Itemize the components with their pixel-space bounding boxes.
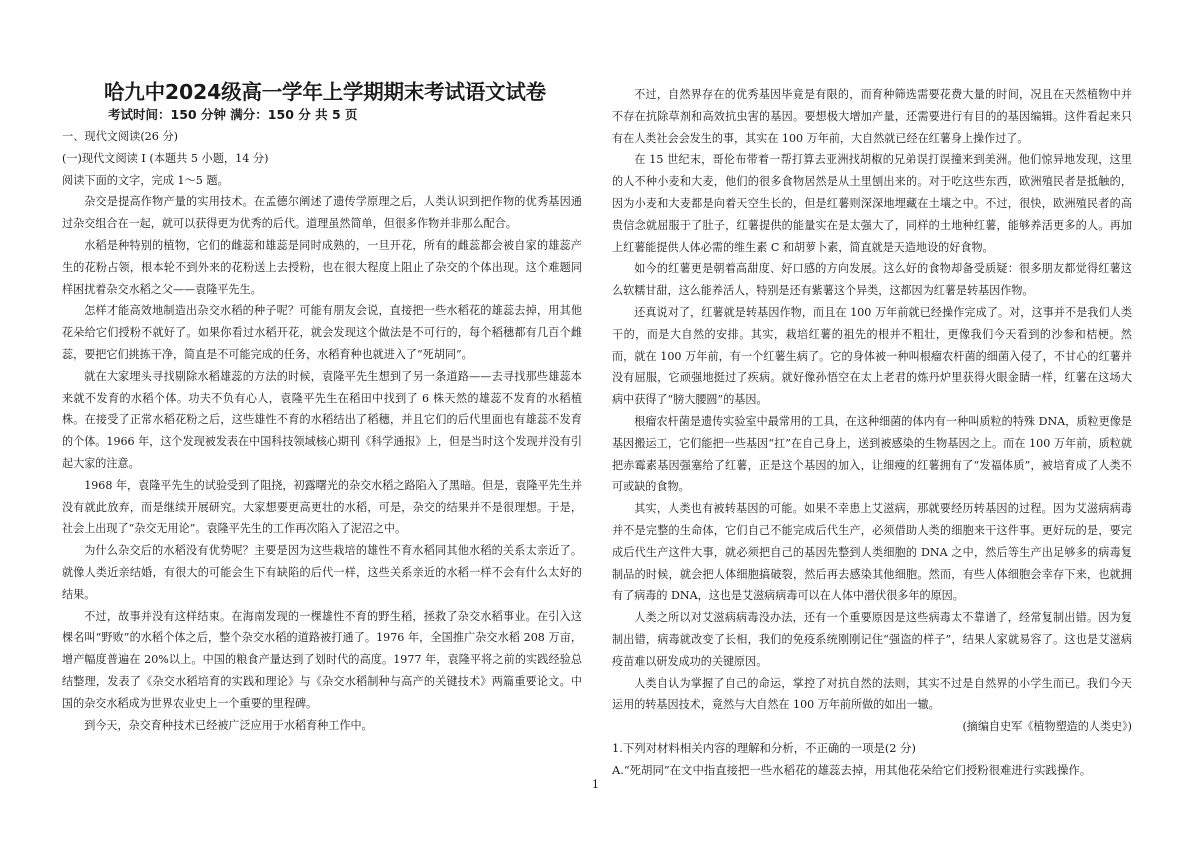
subsection-heading: (一)现代文阅读 I (本题共 5 小题，14 分) <box>62 151 269 165</box>
paragraph: 不过，故事并没有这样结束。在海南发现的一棵雄性不育的野生稻，拯救了杂交水稻事业。在引入这棵名叫“野败”的水稻个体之后，整个杂交水稻的道路被打通了。1976 年，全国推广杂交水稻 208 万亩，增产幅度普遍在 20%以上。中国的粮食产量达到了划时代的高度。1977 年，袁隆平将之前的实践经验总结整理，发表了《杂交水稻培育的实践和理论》与《杂交水稻制种与高产的关键技术》两篇重要论文。中国的杂交水稻成为世界农业史上一个重要的里程碑。 <box>62 609 582 710</box>
paragraph: 如今的红薯更是朝着高甜度、好口感的方向发展。这么好的食物却备受质疑：很多朋友都觉得红薯这么软糯甘甜，这么能养活人，特别是还有紫薯这个异类，这都因为红薯是转基因作物。 <box>612 262 1132 298</box>
source-citation: (摘编自史军《植物塑造的人类史》) <box>962 720 1132 734</box>
reading-instruction: 阅读下面的文字，完成 1～5 题。 <box>62 173 229 187</box>
paragraph: 怎样才能高效地制造出杂交水稻的种子呢？可能有朋友会说，直接把一些水稻花的雄蕊去掉，用其他花朵给它们授粉不就好了。如果你看过水稻开花，就会发现这个做法是不可行的，每个稻穗都有几百个雌蕊，要把它们挑拣干净，简直是不可能完成的任务，水稻育种也就进入了“死胡同”。 <box>62 304 582 361</box>
paragraph: 水稻是种特别的植物，它们的雌蕊和雄蕊是同时成熟的，一旦开花，所有的雌蕊都会被自家的雄蕊产生的花粉占领，根本轮不到外来的花粉送上去授粉，也在很大程度上阻止了杂交的个体出现。这个难题同样困扰着杂交水稻之父——袁隆平先生。 <box>62 238 582 296</box>
page-number: 1 <box>592 778 599 791</box>
paragraph: 根瘤农杆菌是遗传实验室中最常用的工具，在这种细菌的体内有一种叫质粒的特殊 DNA，质粒更像是基因搬运工，它们能把一些基因“扛”在自己身上，送到被感染的生物基因之上。而在 100 万年前，质粒就把赤霉素基因强塞给了红薯，正是这个基因的加入，让细瘦的红薯拥有了“发福体质”，被培育成了人类不可或缺的食物。 <box>612 414 1132 494</box>
paragraph: 在 15 世纪末，哥伦布带着一帮打算去亚洲找胡椒的兄弟误打误撞来到美洲。他们惊异地发现，这里的人不种小麦和大麦，他们的很多食物居然是从土里刨出来的。对于吃这些东西，欧洲殖民者是抵触的，因为小麦和大麦都是向着天空生长的，但是红薯则深深地埋藏在土壤之中。不过，很快，欧洲殖民者的高贵信念就屈服于了肚子，红薯提供的能量实在是太强大了，同样的土地种红薯，能够养活更多的人。再加上红薯能提供人体必需的维生素 C 和胡萝卜素，简直就是天造地设的好食物。 <box>612 153 1132 254</box>
paragraph: 1968 年，袁隆平先生的试验受到了阻挠，初露曙光的杂交水稻之路陷入了黑暗。但是，袁隆平先生并没有就此放弃，而是继续开展研究。大家想要更高更壮的水稻，可是，杂交的结果并不是很理想。于是，社会上出现了“杂交无用论”。袁隆平先生的工作再次陷入了泥沼之中。 <box>62 478 582 536</box>
paragraph: 就在大家埋头寻找剔除水稻雄蕊的方法的时候，袁隆平先生想到了另一条道路——去寻找那些雄蕊本来就不发育的水稻个体。功夫不负有心人，袁隆平先生在稻田中找到了 6 株天然的雄蕊不发育的水稻植株。在接受了正常水稻花粉之后，这些雄性不育的水稻结出了稻穗，并且它们的后代里面也有雄蕊不发育的个体。1966 年，这个发现被发表在中国科技领域核心期刊《科学通报》上，但是当时这个发现并没有引起大家的注意。 <box>62 369 582 470</box>
question-1: 1.下列对材料相关内容的理解和分析，不正确的一项是(2 分) <box>612 740 916 755</box>
left-column <box>62 126 582 736</box>
exam-info: 考试时间：150 分钟 满分：150 分 共 5 页 <box>108 107 358 122</box>
section-heading: 一、现代文阅读(26 分) <box>62 130 179 143</box>
right-column <box>612 84 1132 782</box>
paragraph: 不过，自然界存在的优秀基因毕竟是有限的，而育种筛选需要花费大量的时间，况且在天然植物中并不存在抗除草剂和高效抗虫害的基因。要想极大增加产量，还需要进行有目的的基因编辑。这件看起来只有在人类社会会发生的事，其实在 100 万年前，大自然就已经在红薯身上操作过了。 <box>612 88 1132 145</box>
paragraph: 到今天，杂交育种技术已经被广泛应用于水稻育种工作中。 <box>84 718 373 732</box>
paragraph: 还真说对了，红薯就是转基因作物，而且在 100 万年前就已经操作完成了。对，这事并不是我们人类干的，而是大自然的安排。其实，栽培红薯的祖先的根并不粗壮，更像我们今天看到的沙参和桔梗。然而，就在 100 万年前，有一个红薯生病了。它的身体被一种叫根瘤农杆菌的细菌入侵了，不甘心的红薯并没有屈服，它顽强地挺过了疾病。就好像孙悟空在太上老君的炼丹炉里获得火眼金睛一样，红薯在这场大病中获得了“膀大腰圆”的基因。 <box>612 305 1132 407</box>
exam-title: 哈九中2024级高一学年上学期期末考试语文试卷 <box>104 80 546 104</box>
paragraph: 其实，人类也有被转基因的可能。如果不幸患上艾滋病，那就要经历转基因的过程。因为艾滋病病毒并不是完整的生命体，它们自己不能完成后代生产，必须借助人类的细胞来干这件事。更好玩的是，要完成后代生产这件大事，就必须把自己的基因先整到人类细胞的 DNA 之中，然后等生产出足够多的病毒复制品的时候，就会把人体细胞搞破裂，然后再去感染其他细胞。然而，有些人体细胞会幸存下来，也就拥有了病毒的 DNA，这也是艾滋病病毒可以在人体中潜伏很多年的原因。 <box>612 502 1132 603</box>
paragraph: 人类之所以对艾滋病病毒没办法，还有一个重要原因是这些病毒太不靠谱了，经常复制出错。因为复制出错，病毒就改变了长相，我们的免疫系统刚刚记住“强盗的样子”，结果人家就易容了。这也是艾滋病疫苗难以研发成功的关键原因。 <box>612 611 1132 668</box>
paragraph: 人类自认为掌握了自己的命运，掌控了对抗自然的法则，其实不过是自然界的小学生而已。我们今天运用的转基因技术，竟然与大自然在 100 万年前所做的如出一辙。 <box>612 676 1132 712</box>
paragraph: 为什么杂交后的水稻没有优势呢？主要是因为这些栽培的雄性不育水稻同其他水稻的关系太亲近了。就像人类近亲结婚，有很大的可能会生下有缺陷的后代一样，这些关系亲近的水稻一样不会有什么太好的结果。 <box>62 544 582 601</box>
question-1-option-a: A.“死胡同”在文中指直接把一些水稻花的雄蕊去掉，用其他花朵给它们授粉很难进行实践操作。 <box>612 762 1092 777</box>
paragraph: 杂交是提高作物产量的实用技术。在孟德尔阐述了遗传学原理之后，人类认识到把作物的优秀基因通过杂交组合在一起，就可以获得更为优秀的后代。道理虽然简单，但很多作物并非那么配合。 <box>62 195 582 231</box>
